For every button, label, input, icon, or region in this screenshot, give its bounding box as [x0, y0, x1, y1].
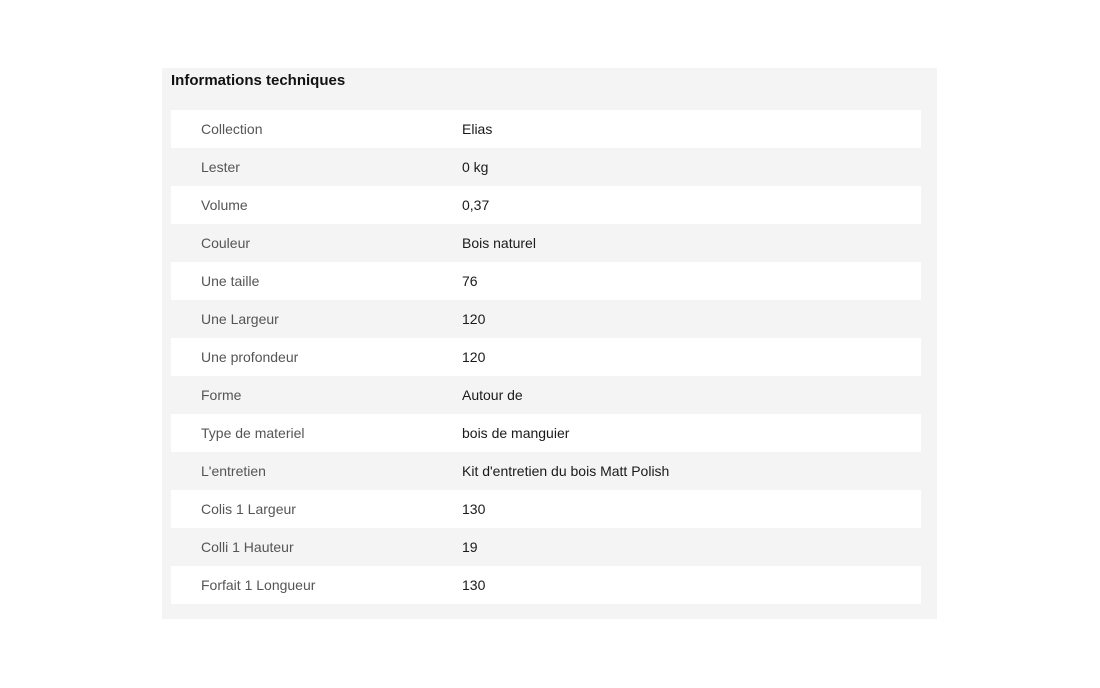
spec-value: bois de manguier: [462, 425, 570, 441]
spec-row-volume: [171, 186, 921, 224]
spec-label: Couleur: [201, 235, 251, 251]
spec-label: Collection: [201, 121, 263, 137]
spec-row-shape: [171, 376, 921, 414]
spec-label: Une Largeur: [201, 311, 279, 327]
spec-value: Elias: [462, 121, 493, 137]
spec-row-collection: [171, 110, 921, 148]
spec-value: 0 kg: [462, 159, 489, 175]
spec-label: Forfait 1 Longueur: [201, 577, 316, 593]
spec-label: Une taille: [201, 273, 260, 289]
spec-value: Bois naturel: [462, 235, 536, 251]
spec-value: 120: [462, 349, 486, 365]
spec-row-material: [171, 414, 921, 452]
spec-row-height: [171, 262, 921, 300]
spec-value: 76: [462, 273, 478, 289]
spec-label: Volume: [201, 197, 248, 213]
spec-label: Type de materiel: [201, 425, 305, 441]
spec-label: Forme: [201, 387, 242, 403]
spec-value: 0,37: [462, 197, 490, 213]
spec-value: Kit d'entretien du bois Matt Polish: [462, 463, 670, 479]
spec-value: Autour de: [462, 387, 523, 403]
spec-row-package-width: [171, 490, 921, 528]
spec-value: 19: [462, 539, 478, 555]
spec-value: 130: [462, 501, 486, 517]
spec-label: Une profondeur: [201, 349, 299, 365]
spec-row-weight: [171, 148, 921, 186]
spec-label: Colli 1 Hauteur: [201, 539, 294, 555]
spec-label: Colis 1 Largeur: [201, 501, 296, 517]
spec-value: 130: [462, 577, 486, 593]
spec-row-package-length: [171, 566, 921, 604]
spec-row-width: [171, 300, 921, 338]
spec-label: Lester: [201, 159, 240, 175]
technical-info-panel: [162, 68, 937, 619]
spec-row-color: [171, 224, 921, 262]
spec-row-package-height: [171, 528, 921, 566]
spec-label: L'entretien: [201, 463, 266, 479]
spec-row-care: [171, 452, 921, 490]
spec-table: [171, 110, 921, 604]
spec-value: 120: [462, 311, 486, 327]
spec-row-depth: [171, 338, 921, 376]
section-title: Informations techniques: [171, 72, 346, 89]
